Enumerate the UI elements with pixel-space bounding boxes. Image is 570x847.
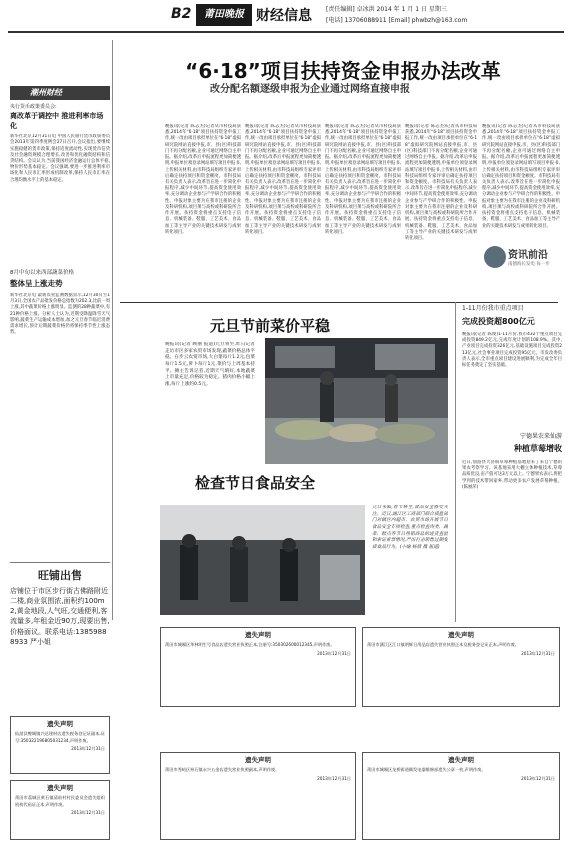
- notice-2-body: 莆田市涵江区江口镇明辉日用品店遗失营业执照正本及税务登记证正本,声明作废。: [367, 642, 520, 648]
- notice-4-title: 遗失声明: [47, 784, 73, 792]
- notice-3-body: 仙游县鲤城镇兴达建材店遗失税务登记证副本,证号:350322196805031234,声明作废。: [15, 731, 105, 743]
- lead-body-col-3: 晚报讯(记者 陈志杰)记者从市科技局获悉,2014年“6·18”项目扶持资金申报工作,统一改由项目承担单位在“6·18”虚拟研究院网站直接申报,市、县(区)科技部门不再分配名额,企业可通过网络自主申报。据介绍,改革后申报流程更加简便透明,申报单位须登录网站填写项目申报书,上传相关材料,由市科技局组织专家评审后确定扶持项目和资金额度。市科技局有关负责人表示,改革旨在进一步简化申报程序,减少中间环节,提高资金使用效率,充分调动企业参与产学研合作的积极性。申报对象主要为在我市注册的企业及科研机构,项目须与高校或科研院所合作开展。扶持资金将重点支持电子信息、机械装备、鞋服、工艺美术、食品加工等主导产业的关键技术研发与成果转化项目。: [325, 124, 401, 235]
- info-logo-circle: [484, 246, 506, 268]
- right-sub-title: 种植草莓增收: [514, 444, 562, 453]
- shop-ad-body: 店铺位于市区步行街古佛路附近二楼,商业氛围浓,面积约100m2,黄金地段,人气旺,交通便利,客流量多,年租金近90万,现要出售,价格面议。联系电话:13859888933 严小姐: [10, 587, 110, 646]
- notice-6-body: 莆田市城厢区龙桥街道顺发电器维修部遗失公章一枚,声明作废。: [367, 767, 486, 773]
- notice-1: [160, 627, 356, 707]
- notice-2: [362, 627, 560, 707]
- lead-subtitle: 改分配名额逐级申报为企业通过网络直接申报: [210, 84, 410, 95]
- lead-body-col-5: 晚报讯(记者 陈志杰)记者从市科技局获悉,2014年“6·18”项目扶持资金申报工作,统一改由项目承担单位在“6·18”虚拟研究院网站直接申报,市、县(区)科技部门不再分配名额,企业可通过网络自主申报。据介绍,改革后申报流程更加简便透明,申报单位须登录网站填写项目申报书,上传相关材料,由市科技局组织专家评审后确定扶持项目和资金额度。市科技局有关负责人表示,改革旨在进一步简化申报程序,减少中间环节,提高资金使用效率,充分调动企业参与产学研合作的积极性。申报对象主要为在我市注册的企业及科研机构,项目须与高校或科研院所合作开展。扶持资金将重点支持电子信息、机械装备、鞋服、工艺美术、食品加工等主导产业的关键技术研发与成果转化项目。: [482, 124, 560, 229]
- sidebar-tag: [10, 86, 110, 100]
- notice-1-title: 遗失声明: [245, 631, 271, 639]
- masthead: [0, 0, 570, 34]
- market-photo-graphic: [265, 338, 448, 464]
- notice-5-title: 遗失声明: [245, 756, 271, 764]
- food-photo: [160, 505, 365, 615]
- lead-body-col-4: 晚报讯(记者 陈志杰)记者从市科技局获悉,2014年“6·18”项目扶持资金申报工作,统一改由项目承担单位在“6·18”虚拟研究院网站直接申报,市、县(区)科技部门不再分配名额,企业可通过网络自主申报。据介绍,改革后申报流程更加简便透明,申报单位须登录网站填写项目申报书,上传相关材料,由市科技局组织专家评审后确定扶持项目和资金额度。市科技局有关负责人表示,改革旨在进一步简化申报程序,减少中间环节,提高资金使用效率,充分调动企业参与产学研合作的积极性。申报对象主要为在我市注册的企业及科研机构,项目须与高校或科研院所合作开展。扶持资金将重点支持电子信息、机械装备、鞋服、工艺美术、食品加工等主导产业的关键技术研发与成果转化项目。: [405, 124, 477, 241]
- notice-3-title: 遗失声明: [47, 720, 73, 728]
- food-photo-graphic: [160, 505, 365, 615]
- notice-4-sig: 2013年12月31日: [71, 810, 105, 816]
- paper-name-logo: 莆田晚报: [196, 4, 252, 26]
- shop-ad: [10, 562, 110, 662]
- notice-3: [10, 716, 110, 774]
- info-logo-title: 资讯前沿: [508, 250, 548, 261]
- right-head-title: 完成投资超800亿元: [462, 317, 535, 326]
- food-title: 检查节日食品安全: [195, 474, 316, 492]
- notice-5-sig: 2013年12月31日: [317, 775, 351, 781]
- right-head-source: 1-11月份我市重点项目: [462, 305, 524, 312]
- brief-2-source: 8月中旬以来西部蔬菜价格: [10, 270, 75, 276]
- notice-2-sig: 2013年12月31日: [521, 650, 555, 656]
- notice-5-body: 莆田市秀屿区笏石镇永兴五金店遗失营业执照副本,声明作废。: [165, 767, 280, 773]
- right-body-2: 近日,仙游县大济镇草莓种植基地迎来了来自宁德的果农考察学习。该基地采用大棚立体种植技术,草莓品质优良,亩产值可达3万元以上。宁德果农表示,将把学到的技术带回家乡,带动更多农户发展草莓种植。(陈丽萍): [462, 460, 562, 490]
- lead-body-col-1: 晚报讯(记者 陈志杰)记者从市科技局获悉,2014年“6·18”项目扶持资金申报工作,统一改由项目承担单位在“6·18”虚拟研究院网站直接申报,市、县(区)科技部门不再分配名额,企业可通过网络自主申报。据介绍,改革后申报流程更加简便透明,申报单位须登录网站填写项目申报书,上传相关材料,由市科技局组织专家评审后确定扶持项目和资金额度。市科技局有关负责人表示,改革旨在进一步简化申报程序,减少中间环节,提高资金使用效率,充分调动企业参与产学研合作的积极性。申报对象主要为在我市注册的企业及科研机构,项目须与高校或科研院所合作开展。扶持资金将重点支持电子信息、机械装备、鞋服、工艺美术、食品加工等主导产业的关键技术研发与成果转化项目。: [165, 124, 241, 235]
- brief-2-title: 整体呈上涨走势: [10, 278, 63, 288]
- notice-1-sig: 2013年12月31日: [317, 650, 351, 656]
- food-body: 元旦来临,春节将至,食品安全备受关注。近日,涵江区工商部门联合质监部门对辖区内超市、农贸市场开展节日食品安全专项检查,重点检查肉类、蔬菜、糕点等节日热销商品的进货查验和索证索票情况,严厉打击销售过期变质食品行为。(小喻 杨倩 摄 报道): [372, 505, 448, 550]
- contact-line: [电话] 13706088911 [Email] phwbzh@163.com: [326, 17, 468, 24]
- notice-6: [362, 752, 560, 840]
- right-sub-source: 宁德果农来仙游: [519, 433, 562, 440]
- notice-4-body: 莆田市荔城区黄石镇清前村村民委员会遗失组织机构代码证正本,声明作废。: [15, 795, 105, 807]
- brief-1-title: 离改革于调控中 推进利率市场化: [10, 112, 104, 130]
- shop-ad-title: 旺铺出售: [38, 569, 82, 582]
- info-logo: [482, 240, 560, 284]
- section-title: 财经信息: [256, 8, 312, 24]
- masthead-rule: [8, 31, 564, 33]
- market-title: 元旦节前菜价平稳: [210, 317, 331, 335]
- sidebar-tag-label: 潮州财经: [30, 88, 62, 97]
- brief-1-source: 央行货币政策委员会:: [10, 104, 57, 110]
- editor-line: [责任编辑] 卓冰洪 2014 年 1 月 1 日 星期三: [326, 6, 447, 13]
- notice-1-body: 莆田市城厢区华林明生号食品店遗失营业执照正本,注册号:350302600012345,声明作废。: [165, 642, 335, 648]
- notice-5: [160, 752, 356, 840]
- market-rule: [120, 302, 558, 303]
- lead-body-col-2: 晚报讯(记者 陈志杰)记者从市科技局获悉,2014年“6·18”项目扶持资金申报工作,统一改由项目承担单位在“6·18”虚拟研究院网站直接申报,市、县(区)科技部门不再分配名额,企业可通过网络自主申报。据介绍,改革后申报流程更加简便透明,申报单位须登录网站填写项目申报书,上传相关材料,由市科技局组织专家评审后确定扶持项目和资金额度。市科技局有关负责人表示,改革旨在进一步简化申报程序,减少中间环节,提高资金使用效率,充分调动企业参与产学研合作的积极性。申报对象主要为在我市注册的企业及科研机构,项目须与高校或科研院所合作开展。扶持资金将重点支持电子信息、机械装备、鞋服、工艺美术、食品加工等主导产业的关键技术研发与成果转化项目。: [245, 124, 321, 235]
- notice-4: [10, 780, 110, 840]
- market-body: 晚报讯(记者 顾丽 报道)元旦将至,昨日记者走访市区多家农贸市场发现,蔬菜价格总体平稳。在步云农贸市场,大白菜每斤1.2元,包菜每斤1.5元,萝卜每斤1元,菜价与上周基本持平。摊主告诉记者,近期天气晴好,本地蔬菜上市量充足,价格较为稳定。猪肉价格小幅上涨,每斤上涨约0.5元。: [165, 342, 255, 387]
- notice-6-title: 遗失声明: [448, 756, 474, 764]
- left-col-rule: [112, 40, 113, 620]
- notice-3-sig: 2013年12月31日: [71, 746, 105, 752]
- brief-2-body: 新华社北京电 最新农业监测数据显示,12月30日至1月3日,全国农产品批发价格总指数为202.3,比前一周上涨,其中蔬菜价格上涨明显。监测的28种蔬菜中,有21种价格上涨。分析人士认为,近期受降温降雪天气影响,蔬菜生产运输成本增加,加之元旦春节临近消费需求增长,预计后期蔬菜价格仍将保持季节性上涨态势。: [10, 292, 110, 336]
- right-col-rule: [455, 302, 456, 622]
- brief-1: [10, 104, 110, 282]
- notice-6-sig: 2013年12月31日: [521, 775, 555, 781]
- info-logo-sub: 南德海长发电 每一步: [508, 262, 550, 267]
- brief-2: [10, 270, 110, 555]
- page-number: B2: [171, 6, 192, 22]
- notice-2-title: 遗失声明: [448, 631, 474, 639]
- lead-title: “6·18”项目扶持资金申报办法改革: [185, 59, 501, 83]
- brief-1-body: 新华社北京12月31日电 中国人民银行货币政策委员会2013年第四季度例会27日召开,会议指出,要继续实施稳健的货币政策,保持适度流动性,实现货币信贷及社会融资规模合理增长,改善和优化融资结构和信贷结构。会议认为,当前我国经济金融运行总体平稳,物价形势基本稳定。会议强调,要进一步推进利率市场化和人民币汇率形成机制改革,保持人民币汇率在合理均衡水平上的基本稳定。: [10, 134, 110, 183]
- right-body-1: 晚报讯(记者 陈俊)1-11月份,我市432个重点项目完成投资849.2亿元,完成年度计划的108.9%。其中,产业项目完成投资326亿元,基础设施项目完成投资213亿元,社会事业项目完成投资95亿元。市发改委负责人表示,全市重点项目建设进展顺利,为完成全年目标任务奠定了坚实基础。: [462, 332, 562, 369]
- market-photo: [265, 338, 448, 464]
